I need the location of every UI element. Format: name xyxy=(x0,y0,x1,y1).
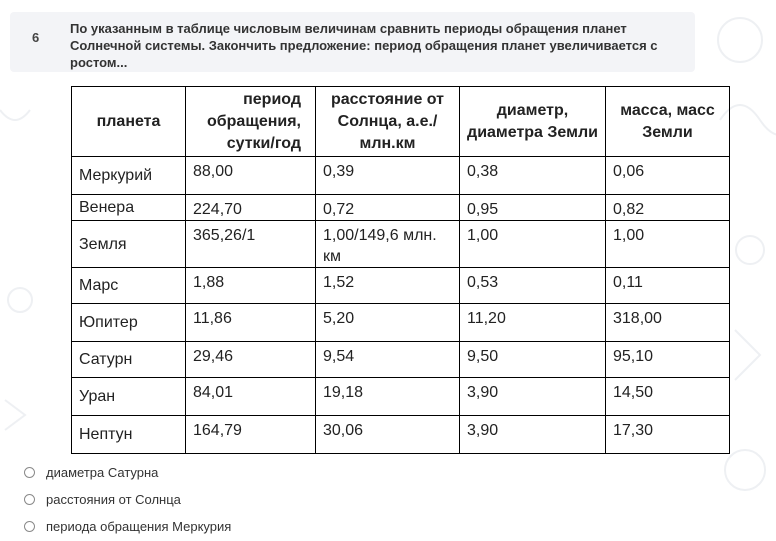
value-cell: 17,30 xyxy=(606,416,730,454)
value-cell: 11,20 xyxy=(460,304,606,342)
value-cell: 88,00 xyxy=(186,157,316,195)
table-row xyxy=(72,304,730,342)
planet-name-cell: Меркурий xyxy=(72,157,186,195)
planet-name-cell: Нептун xyxy=(72,416,186,454)
header-planet: планета xyxy=(72,87,186,157)
table-row xyxy=(72,157,730,195)
radio-button[interactable] xyxy=(24,494,35,505)
value-cell: 0,95 xyxy=(460,195,606,221)
table-row xyxy=(72,416,730,454)
table-row xyxy=(72,195,730,221)
value-cell: 318,00 xyxy=(606,304,730,342)
planet-name-cell: Юпитер xyxy=(72,304,186,342)
planet-name-cell: Сатурн xyxy=(72,342,186,378)
header-period: период обращения, сутки/год xyxy=(186,87,316,157)
answer-label: диаметра Сатурна xyxy=(46,465,159,480)
value-cell: 164,79 xyxy=(186,416,316,454)
value-cell: 0,38 xyxy=(460,157,606,195)
answer-label: периода обращения Меркурия xyxy=(46,519,232,534)
value-cell: 11,86 xyxy=(186,304,316,342)
answer-option[interactable] xyxy=(24,486,231,513)
value-cell: 224,70 xyxy=(186,195,316,221)
value-cell: 9,54 xyxy=(316,342,460,378)
value-cell: 1,52 xyxy=(316,268,460,304)
question-number: 6 xyxy=(32,30,40,45)
header-mass: масса, масс Земли xyxy=(606,87,730,157)
header-distance: расстояние от Солнца, а.е./ млн.км xyxy=(316,87,460,157)
value-cell: 1,00 xyxy=(606,221,730,268)
value-cell: 0,72 xyxy=(316,195,460,221)
value-cell: 14,50 xyxy=(606,378,730,416)
value-cell: 3,90 xyxy=(460,416,606,454)
table-header-row xyxy=(72,87,730,157)
table-row xyxy=(72,342,730,378)
value-cell: 1,00 xyxy=(460,221,606,268)
question-header xyxy=(10,12,695,72)
answer-options xyxy=(24,459,231,540)
value-cell: 0,11 xyxy=(606,268,730,304)
table-row xyxy=(72,221,730,268)
planets-table-wrapper xyxy=(71,86,730,454)
value-cell: 365,26/1 xyxy=(186,221,316,268)
radio-button[interactable] xyxy=(24,467,35,478)
value-cell: 30,06 xyxy=(316,416,460,454)
value-cell: 1,88 xyxy=(186,268,316,304)
value-cell: 9,50 xyxy=(460,342,606,378)
radio-button[interactable] xyxy=(24,521,35,532)
table-row xyxy=(72,378,730,416)
planet-name-cell: Венера xyxy=(72,195,186,221)
value-cell: 0,06 xyxy=(606,157,730,195)
value-cell: 29,46 xyxy=(186,342,316,378)
value-cell: 3,90 xyxy=(460,378,606,416)
answer-option[interactable] xyxy=(24,513,231,540)
value-cell: 0,39 xyxy=(316,157,460,195)
question-text: По указанным в таблице числовым величинам сравнить периоды обращения планет Солнечной системы. Закончить предложение: период обращения планет увеличивается с ростом... xyxy=(70,21,658,70)
value-cell: 19,18 xyxy=(316,378,460,416)
value-cell: 95,10 xyxy=(606,342,730,378)
planets-table xyxy=(71,86,730,454)
value-cell: 0,53 xyxy=(460,268,606,304)
table-row xyxy=(72,268,730,304)
value-cell: 84,01 xyxy=(186,378,316,416)
value-cell: 1,00/149,6 млн. км xyxy=(316,221,460,268)
planet-name-cell: Земля xyxy=(72,221,186,268)
value-cell: 5,20 xyxy=(316,304,460,342)
value-cell: 0,82 xyxy=(606,195,730,221)
answer-label: расстояния от Солнца xyxy=(46,492,181,507)
planet-name-cell: Уран xyxy=(72,378,186,416)
planet-name-cell: Марс xyxy=(72,268,186,304)
answer-option[interactable] xyxy=(24,459,231,486)
header-diameter: диаметр, диаметра Земли xyxy=(460,87,606,157)
